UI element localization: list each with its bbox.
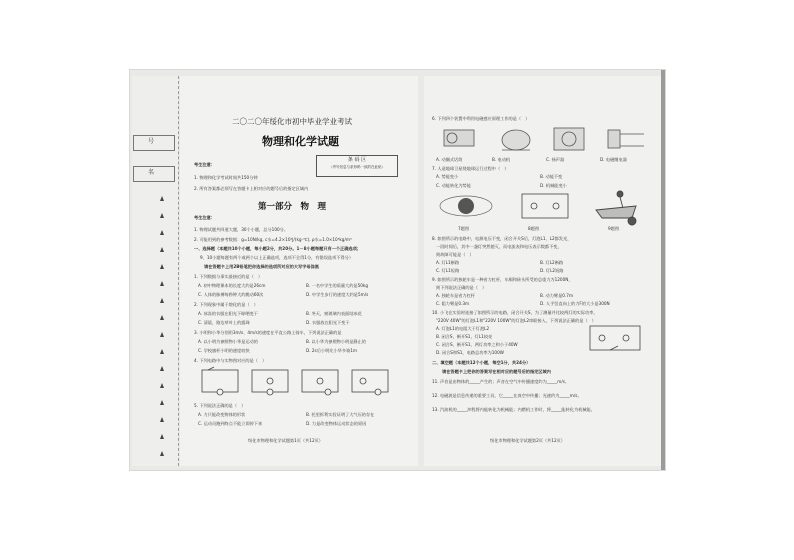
triangle-marker: [160, 400, 164, 405]
subject-title: 物理和化学试题: [262, 135, 339, 148]
q7-option-a: A. 势能变小: [436, 174, 459, 179]
q3-option-b: B. 以小华为参照物小明是静止的: [306, 339, 366, 344]
triangle-marker: [160, 298, 164, 303]
q9-option-c: C. 阻力臂是0.3m: [436, 301, 470, 306]
q8-ask: 则故障可能是（ ）: [436, 252, 474, 257]
q13-text: 13. 汽油机的_____冲程将内能转化为机械能；内燃机工作时，将_____能转化为机械能。: [432, 407, 595, 412]
q5-option-c: C. 运动员跑到终点不能立即停下来: [198, 421, 263, 426]
q1-text: 1. 下列数据与事实最接近的是（ ）: [194, 274, 263, 279]
fig-label-9: 9题图: [608, 226, 620, 231]
q7-option-d: D. 机械能变小: [540, 183, 567, 188]
section2-note: 请在答题卡上把你的答案写在相对应的题号后的指定区域内: [442, 369, 551, 374]
triangle-marker: [160, 349, 164, 354]
section1-cont: 9、10小题每题有两个或两个以上正确选项，选项不全得1分，有错误选项不得分）: [200, 255, 354, 260]
q11-text: 11. 声音是由物体的_____产生的；声音在空气中传播速度约为_____m/s。: [432, 379, 570, 384]
q10-option-a: A. 灯泡L1的电阻大于灯泡L2: [436, 326, 490, 331]
triangle-marker: [160, 332, 164, 337]
triangle-marker: [160, 383, 164, 388]
page-footer-right: 绥化市物理和化学试题第2页（共12页）: [490, 438, 565, 443]
q8-option-a: A. 灯L1断路: [436, 260, 460, 265]
earth-satellite-figure: [440, 196, 492, 216]
triangle-marker: [160, 264, 164, 269]
triangle-marker: [160, 281, 164, 286]
section1-note: 请在答题卡上用2B铅笔把你选择的选项所对应的大写字母涂黑: [204, 264, 319, 269]
section1-heading: 一、选择题（本题共10个小题，每小题2分，共20分。1－8小题每题只有一个正确选项；: [194, 246, 361, 251]
q10-text: 10. 小飞在实验时连接了如图所示的电路，闭合开关S，为了测量并比较两灯的实际功率，: [432, 310, 598, 315]
q8-option-d: D. 灯L2短路: [540, 268, 564, 273]
q5-option-b: B. 托里拆利实验证明了大气压的存在: [306, 412, 375, 417]
q7-option-b: B. 动能不变: [540, 174, 563, 179]
q8-text: 8. 如图所示的电路中，电源电压不变，闭合开关S后，灯泡L1、L2都发光，: [432, 236, 572, 241]
q4-circuit-diagrams: [198, 366, 398, 398]
triangle-marker: [160, 196, 164, 201]
part1-notice-1: 1. 物理试题共四道大题，30个小题，总分100分。: [194, 227, 289, 232]
notice-heading: 考生注意：: [194, 162, 215, 167]
triangle-marker: [160, 451, 164, 456]
q3-option-c: C. 学校旗杆小明的速度较快: [198, 348, 250, 353]
q1-option-b: B. 一名中学生的质量大约是50kg: [306, 283, 369, 288]
q8-option-c: C. 灯L1短路: [436, 268, 460, 273]
page-footer-left: 绥化市物理和化学试题第1页（共12页）: [248, 438, 323, 443]
q7-option-c: C. 动能转化为势能: [436, 183, 471, 188]
q10-circuit-figure: [586, 322, 646, 356]
q8-cont: 一段时间后，其中一盏灯突然熄灭，而电流表和电压表示数都不变，: [436, 244, 562, 249]
triangle-marker: [160, 366, 164, 371]
part1-notice-heading: 考生注意：: [194, 215, 215, 220]
part1-notice-2: 2. 可能用到的参考数据：g=10N/kg, c水=4.2×10³J/(kg·℃), ρ水=1.0×10³kg/m³: [194, 237, 352, 242]
q10-option-b: B. 闭合S，断开S1，灯L1较亮: [436, 334, 493, 339]
q2-option-a: A. 冰冻的衣服在阳光下晾晒变干: [198, 311, 258, 316]
q5-text: 5. 下列说法正确的是（ ）: [194, 403, 246, 408]
q9-cont: 则下列说法正确的是（ ）: [436, 285, 487, 290]
notice-item-1: 1. 物理和化学考试时间共150分钟: [194, 175, 258, 180]
relay-image: [608, 130, 644, 148]
notice-item-2: 2. 所有答案都必须写在答题卡上相对应的题号后的指定区域内: [194, 186, 309, 191]
circuit-diagram: [352, 370, 388, 395]
circuit-figure: [522, 194, 568, 218]
q5-option-a: A. 力只能改变物体的形状: [198, 412, 246, 417]
q10-option-c: C. 闭合S、断开S1，两灯功率之和小于40W: [436, 342, 518, 347]
circuit-diagram: [302, 370, 338, 395]
q10-option-d: D. 闭合S和S1，电路总功率为100W: [436, 350, 504, 355]
q9-option-a: A. 独轮车是省力杠杆: [436, 293, 475, 298]
microphone-image: [444, 130, 474, 146]
q2-option-b: B. 冬天，窗玻璃内表面结冰花: [306, 311, 362, 316]
q6-text: 6. 下列四个装置中利用电磁感应原理工作的是（ ）: [432, 116, 530, 121]
q4-text: 4. 下列电路中与实物图对应的是（ ）: [194, 358, 267, 363]
part1-title: 第一部分 物 理: [258, 202, 327, 212]
q6-option-c: C. 扬声器: [546, 157, 565, 162]
q1-option-d: D. 中学生步行的速度大约是5m/s: [306, 292, 369, 297]
q9-option-d: D. 人手竖直向上的力F的大小是300N: [540, 301, 610, 306]
fig-label-7: 7题图: [458, 226, 470, 231]
figures-7-8-9: [436, 190, 658, 230]
wheelbarrow-figure: [596, 191, 636, 225]
photo-edge: [661, 70, 665, 470]
q2-option-c: C. 清晨，路边草叶上的露珠: [198, 320, 250, 325]
barcode-hint: （考号信息与条形码一致的在此贴）: [329, 165, 385, 169]
speaker-image: [554, 128, 584, 150]
triangle-marker: [160, 417, 164, 422]
barcode-label: 条 码 区: [347, 157, 367, 163]
q3-option-d: D. 2s后小明比小华多骑1m: [306, 348, 357, 353]
margin-field-2: 名: [148, 169, 155, 176]
q2-text: 2. 下列现象中属于熔化的是（ ）: [194, 302, 258, 307]
q1-option-a: A. 初中物理课本的长度大约是26cm: [198, 283, 266, 288]
q12-text: 12. 电磁波是信息传递的重要工具，它_____在真空中传播；光速约为_____m/s。: [432, 393, 582, 398]
q3-text: 3. 小明和小华分别用3m/s、4m/s的速度在平直公路上骑车，下列说法正确的是: [194, 330, 342, 335]
triangle-marker: [160, 247, 164, 252]
barcode-box: [316, 155, 398, 177]
circuit-diagram: [252, 370, 288, 395]
triangle-marker: [160, 315, 164, 320]
q7-text: 7. 人造地球卫星绕地球运行过程中（ ）: [432, 166, 509, 171]
circuit-diagram: [202, 367, 238, 395]
margin-field-1: 号: [148, 138, 155, 145]
q2-option-d: D. 衣服放在阳光下变干: [306, 320, 350, 325]
q9-text: 9. 如图所示的独轮车是一种省力杠杆，车厢和砖头所受的总重力为1200N，: [432, 277, 573, 282]
q6-apparatus-images: [438, 122, 656, 156]
q3-option-a: A. 以小明为参照物小华是运动的: [198, 339, 258, 344]
q1-option-c: C. 人体的脉搏每秒钟大约跳动60次: [198, 292, 264, 297]
q5-option-d: D. 力是改变物体运动状态的原因: [306, 421, 367, 426]
q8-option-b: B. 灯L2断路: [540, 260, 564, 265]
motor-image: [502, 130, 530, 150]
triangle-marker: [160, 213, 164, 218]
q10-cont: "220V 40W"的灯泡L1和"220V 100W"的灯泡L2串联接入，下列说法正确的是（ ）: [436, 318, 596, 323]
triangle-marker: [160, 434, 164, 439]
q9-option-b: B. 动力臂是0.7m: [540, 293, 574, 298]
fig-label-8: 8题图: [528, 226, 540, 231]
exam-header: 二〇二〇年绥化市初中毕业学业考试: [232, 117, 352, 126]
q6-option-b: B. 电动机: [492, 157, 511, 162]
triangle-marker: [160, 230, 164, 235]
section2-heading: 二、填空题（本题共12个小题，每空1分，共24分）: [432, 360, 531, 365]
q6-option-d: D. 电磁继电器: [600, 157, 627, 162]
q6-option-a: A. 动圈式话筒: [436, 157, 463, 162]
